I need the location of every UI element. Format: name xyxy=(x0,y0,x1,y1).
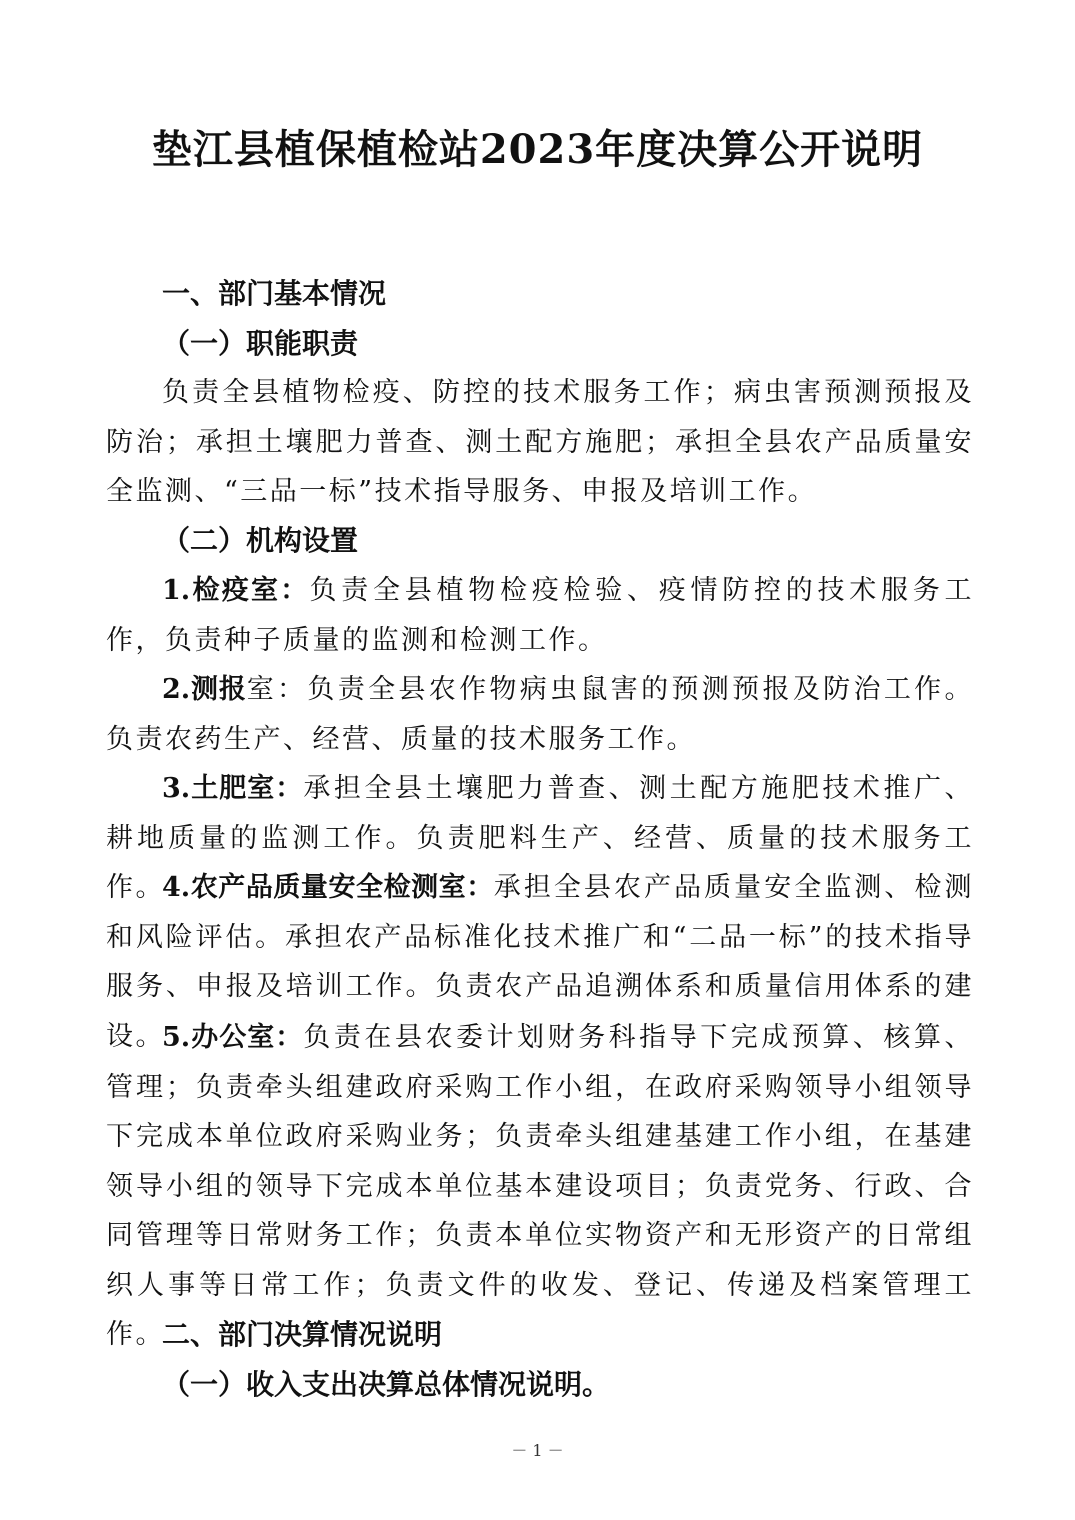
org-item-quarantine xyxy=(106,566,974,665)
org-item-office xyxy=(106,1013,974,1360)
org-item-text: 室：负责全县农作物病虫鼠害的预测预报及防治工作。负责农药生产、经营、质量的技术服务工作。 xyxy=(106,674,975,755)
section-heading-basic-info: 一、部门基本情况 xyxy=(162,277,387,310)
org-item-forecast xyxy=(106,665,974,764)
org-item-text: 负责全县植物检疫检验、疫情防控的技术服务工作，负责种子质量的监测和检测工作。 xyxy=(106,575,975,656)
org-item-label: 1.检疫室： xyxy=(162,575,310,606)
org-item-label: 3.土肥室： xyxy=(162,773,304,804)
section-heading-final-accounts: 二、部门决算情况说明 xyxy=(162,1318,443,1351)
org-item-text: 负责在县农委计划财务科指导下完成预算、核算、管理；负责牵头组建政府采购工作小组，在政府采购领导小组领导下完成本单位政府采购业务；负责牵头组建基建工作小组，在基建领导小组的领导下完成本单位基本建设项目；负责党务、行政、合同管理等日常财务工作；负责本单位实物资产和无形资产的日常组织人事等日常工作；负责文件的收发、登记、传递及档案管理工作。 xyxy=(106,1022,974,1350)
org-item-label: 2.测报 xyxy=(162,674,247,705)
subsection-heading-duties: （一）职能职责 xyxy=(162,327,359,360)
page-title: 垫江县植保植检站2023年度决算公开说明 xyxy=(151,126,924,173)
subsection-heading-organization: （二）机构设置 xyxy=(162,524,359,557)
org-item-text: 承担全县农产品质量安全监测、检测和风险评估。承担农产品标准化技术推广和“二品一标”的技术指导服务、申报及培训工作。负责农产品追溯体系和质量信用体系的建设。 xyxy=(106,872,975,1052)
page-number: － 1 － xyxy=(511,1441,564,1460)
duties-paragraph: 负责全县植物检疫、防控的技术服务工作；病虫害预测预报及防治；承担土壤肥力普查、测土配方施肥；承担全县农产品质量安全监测、“三品一标”技术指导服务、申报及培训工作。 xyxy=(106,377,974,507)
org-item-label: 4.农产品质量安全检测室： xyxy=(162,872,494,903)
subsection-heading-income-expense: （一）收入支出决算总体情况说明。 xyxy=(162,1368,611,1401)
org-item-text: 承担全县土壤肥力普查、测土配方施肥技术推广、耕地质量的监测工作。负责肥料生产、经营、质量的技术服务工作。 xyxy=(106,773,974,903)
org-item-label: 5.办公室： xyxy=(162,1022,304,1053)
